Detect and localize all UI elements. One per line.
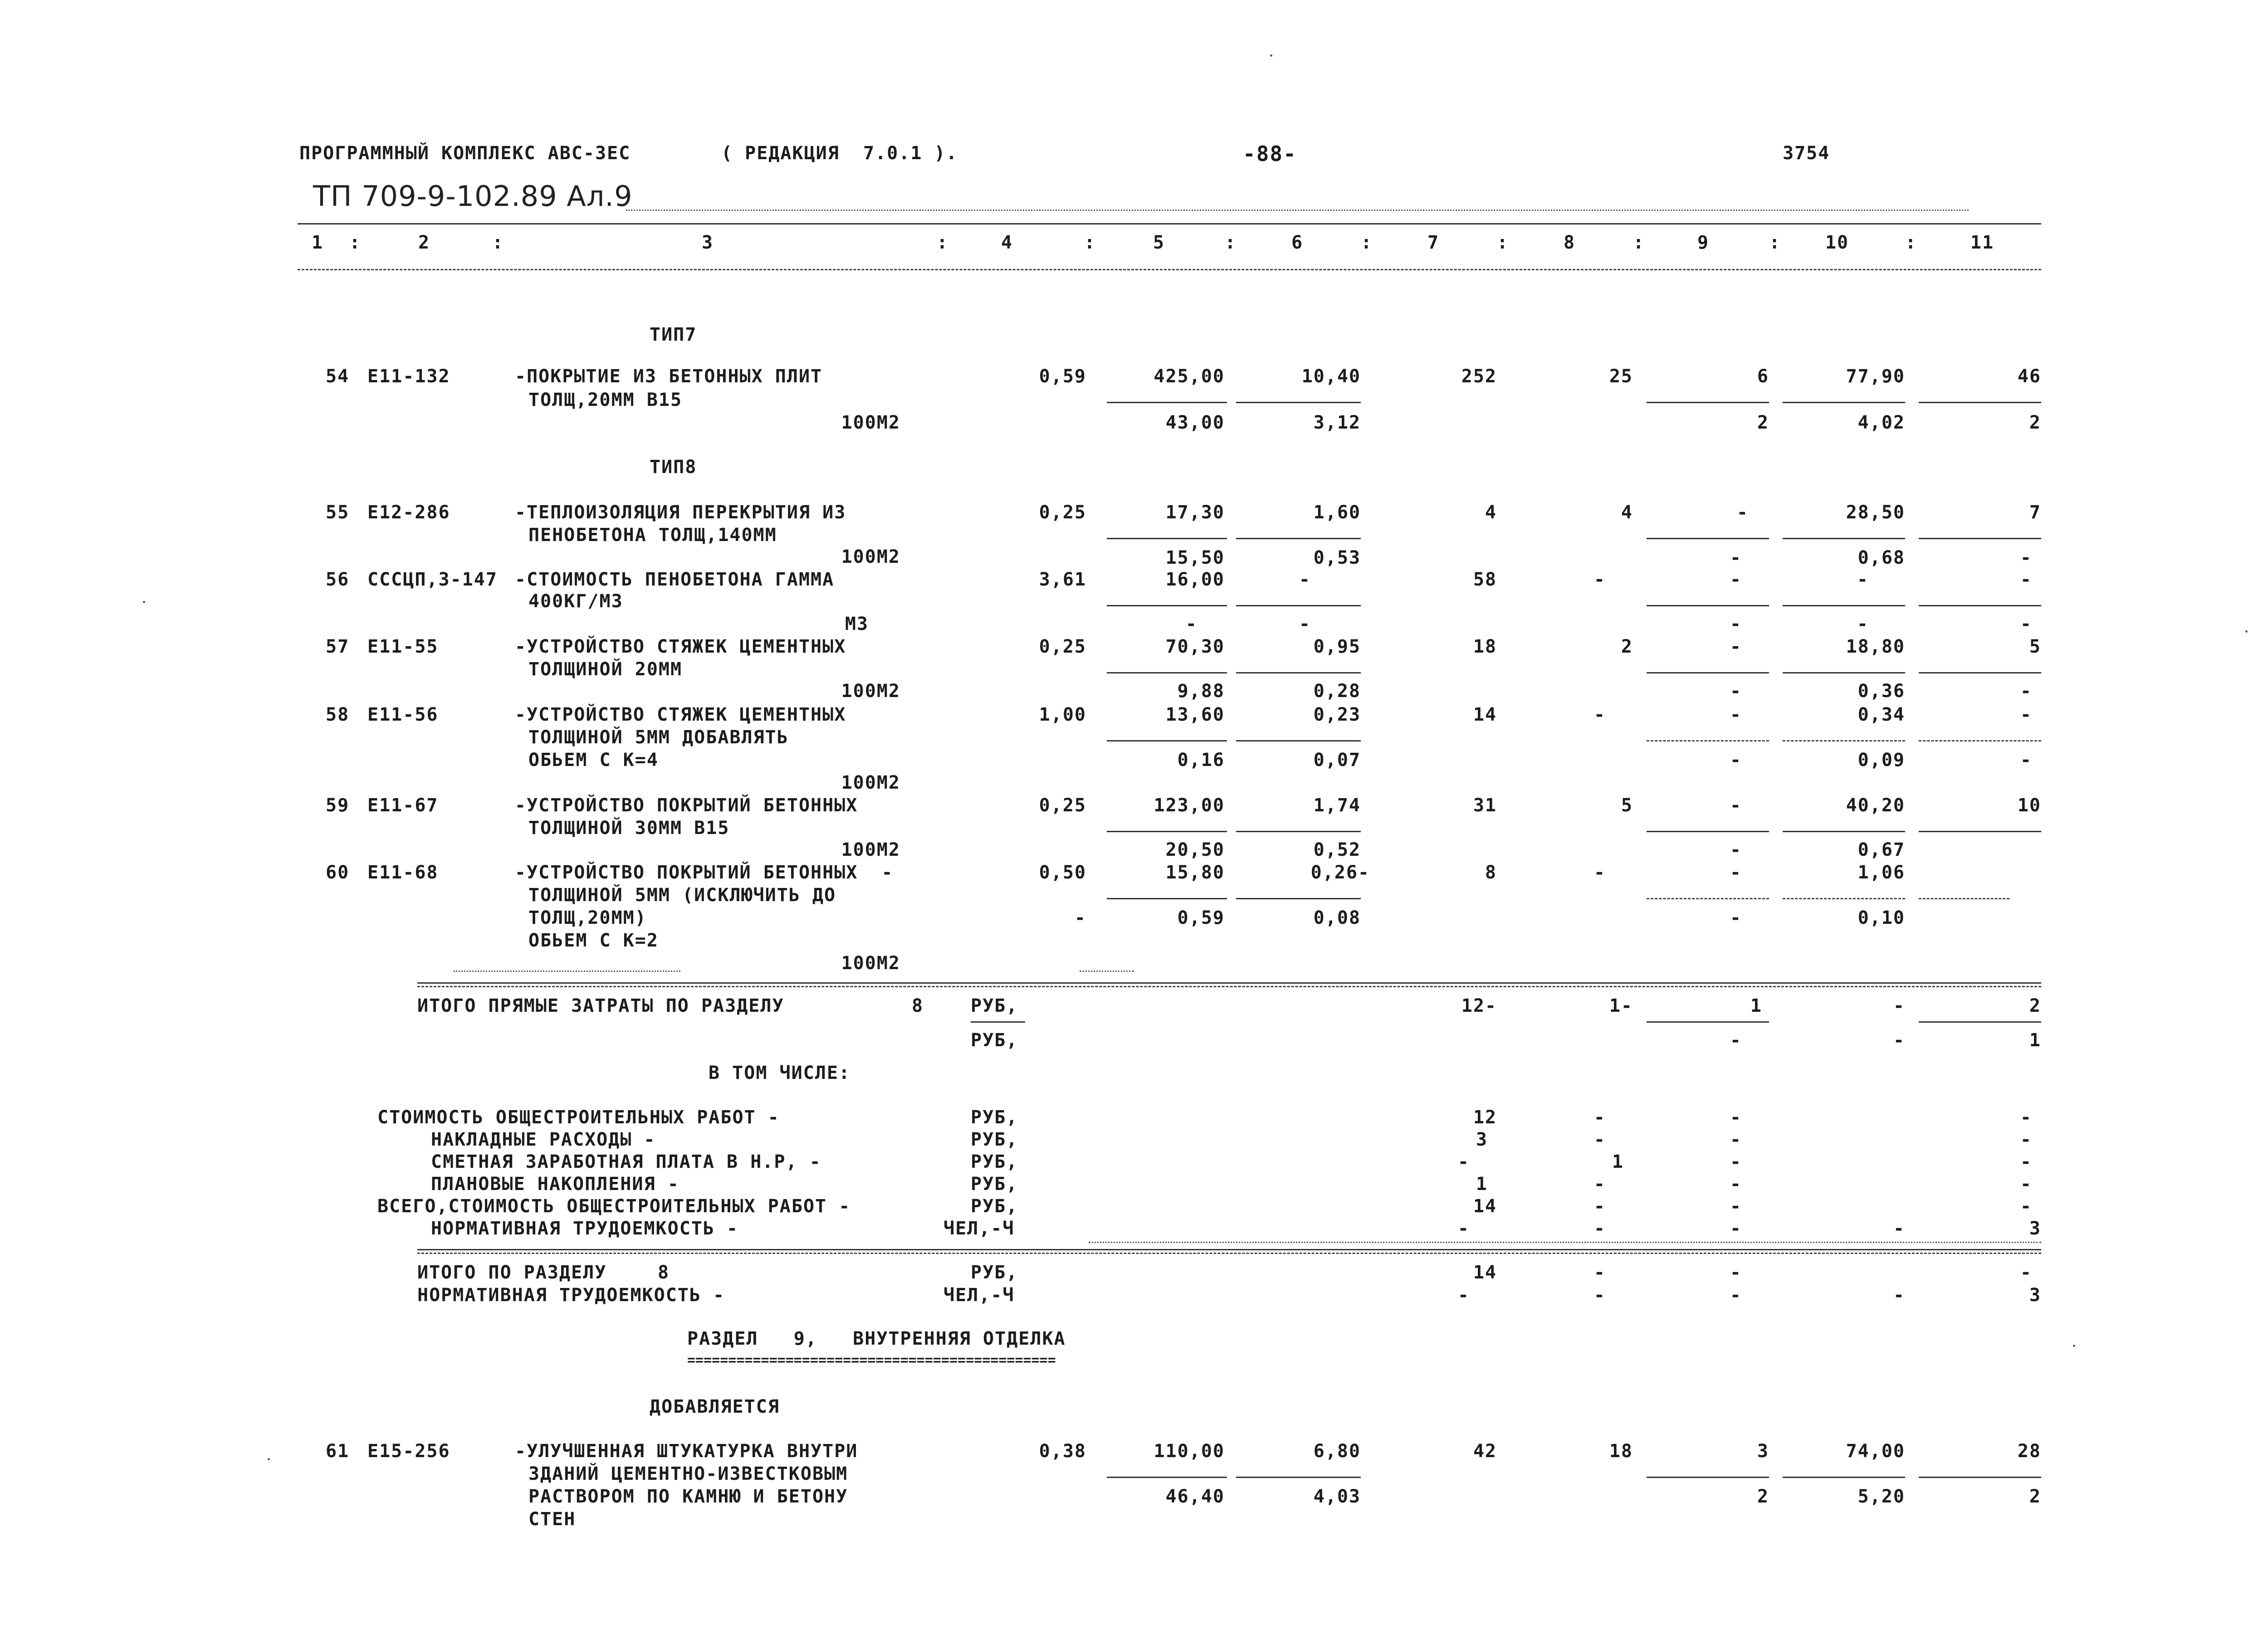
scan-speck	[143, 601, 145, 603]
row-code: СССЦП,3-147	[367, 569, 498, 590]
cell-rule	[1647, 831, 1769, 832]
document-number: 3754	[1783, 143, 1830, 164]
cell-c9: -	[1730, 704, 1742, 725]
section-total-c9: -	[1730, 1262, 1742, 1283]
cell-c4-b: -	[1074, 907, 1086, 928]
breakdown-label: НАКЛАДНЫЕ РАСХОДЫ -	[431, 1129, 656, 1150]
cell-c4: 1,00	[1039, 704, 1086, 725]
cell-c10-b: 0,36	[1857, 681, 1905, 702]
cell-rule	[1919, 1477, 2041, 1478]
row-code: Е11-68	[367, 862, 439, 883]
cell-c8: -	[1593, 569, 1606, 590]
cell-c8: 4	[1621, 502, 1633, 523]
cell-c11: 10	[2017, 795, 2041, 816]
col-sep: :	[349, 232, 362, 253]
scan-speck	[2245, 630, 2248, 633]
breakdown-unit: ЧЕЛ,-Ч	[943, 1218, 1015, 1239]
cell-c6-b: -	[1299, 614, 1311, 634]
cell-c5: 16,00	[1165, 569, 1225, 590]
cell-rule	[1647, 740, 1769, 741]
breakdown-label: ВСЕГО,СТОИМОСТЬ ОБЩЕСТРОИТЕЛЬНЫХ РАБОТ -	[377, 1196, 851, 1217]
cell-c5: 15,80	[1165, 862, 1225, 883]
row-desc: ТОЛЩИНОЙ 20ММ	[528, 659, 683, 680]
breakdown-unit: РУБ,	[971, 1174, 1018, 1195]
breakdown-c11: -	[2020, 1129, 2032, 1150]
cell-c8: -	[1593, 704, 1606, 725]
breakdown-c8: -	[1593, 1196, 1606, 1217]
cell-rule	[1107, 740, 1227, 741]
cell-c11: 46	[2017, 366, 2041, 387]
col-4: 4	[1001, 232, 1013, 253]
row-desc: ТОЛЩ,20ММ В15	[528, 390, 683, 410]
cell-c6-b: 0,28	[1313, 681, 1361, 702]
cell-rule	[1783, 740, 1905, 741]
cell-c11: 28	[2017, 1441, 2041, 1462]
section-heading: ТИП8	[650, 457, 697, 478]
row-desc: -УСТРОЙСТВО ПОКРЫТИЙ БЕТОННЫХ -	[515, 862, 894, 883]
breakdown-c7: 14	[1473, 1196, 1497, 1217]
cell-c6: 10,40	[1301, 366, 1361, 387]
cell-c10-b: 0,09	[1857, 750, 1905, 771]
cell-c9: 3	[1757, 1441, 1769, 1462]
cell-c11-b: 2	[2029, 412, 2041, 433]
breakdown-c7: 12	[1473, 1107, 1497, 1128]
scan-speck	[2073, 1345, 2075, 1347]
cell-c11: 5	[2029, 636, 2041, 657]
cell-c4: 0,25	[1039, 795, 1086, 816]
cell-c11: -	[2020, 569, 2032, 590]
scan-speck	[1270, 54, 1272, 57]
cell-c5-b: -	[1185, 614, 1198, 634]
breakdown-c11: -	[2020, 1151, 2032, 1172]
section-total-rule	[417, 1249, 2041, 1250]
cell-c9: -	[1730, 569, 1742, 590]
direct-costs-unit: РУБ,	[971, 995, 1018, 1016]
labor-c8: -	[1593, 1285, 1606, 1306]
col-sep: :	[1361, 232, 1373, 253]
row-unit: 100М2	[841, 839, 900, 860]
cell-c9-b: -	[1730, 839, 1742, 860]
cell-c6-b: 3,12	[1313, 412, 1361, 433]
cell-c8: 5	[1621, 795, 1633, 816]
section-total-unit: РУБ,	[971, 1262, 1018, 1283]
row-desc: -ТЕПЛОИЗОЛЯЦИЯ ПЕРЕКРЫТИЯ ИЗ	[515, 502, 846, 523]
row-desc: ТОЛЩИНОЙ 5ММ (ИСКЛЮЧИТЬ ДО	[528, 885, 836, 906]
cell-c7: 252	[1461, 366, 1497, 387]
cell-c10: 40,20	[1846, 795, 1905, 816]
row-code: Е15-256	[367, 1441, 450, 1462]
breakdown-unit: РУБ,	[971, 1107, 1018, 1128]
cell-rule	[1647, 402, 1769, 403]
col-sep: :	[1769, 232, 1781, 253]
cell-c10: 74,00	[1846, 1441, 1905, 1462]
row-number: 55	[326, 502, 350, 523]
breakdown-c11: -	[2020, 1174, 2032, 1195]
col-sep: :	[1633, 232, 1645, 253]
cell-c8: 2	[1621, 636, 1633, 657]
totals-top-rule	[417, 982, 2041, 984]
cell-c9-b: -	[1730, 681, 1742, 702]
cell-rule	[1107, 672, 1227, 673]
row-code: Е11-132	[367, 366, 450, 387]
cell-rule	[1236, 831, 1361, 832]
cell-c5-b: 9,88	[1177, 681, 1225, 702]
cell-rule	[1647, 1477, 1769, 1478]
cell-c10: 28,50	[1846, 502, 1905, 523]
cell-c8: 18	[1609, 1441, 1633, 1462]
cell-c4: 0,38	[1039, 1441, 1086, 1462]
row-code: Е12-286	[367, 502, 450, 523]
cell-rule	[1783, 538, 1905, 539]
cell-c6-b: 4,03	[1313, 1486, 1361, 1507]
edition-label: ( РЕДАКЦИЯ 7.0.1 ).	[721, 143, 958, 164]
cell-rule	[1107, 898, 1227, 899]
program-title: ПРОГРАММНЫЙ КОМПЛЕКС АВС-3ЕС	[299, 143, 631, 164]
cell-c9-b: -	[1730, 750, 1742, 771]
col-2: 2	[418, 232, 430, 253]
breakdown-c9: -	[1730, 1196, 1742, 1217]
col-sep: :	[937, 232, 949, 253]
cell-c6-b: 0,53	[1313, 547, 1361, 568]
row-code: Е11-67	[367, 795, 439, 816]
cell-c6: 0,23	[1313, 704, 1361, 725]
section-total-c11: -	[2020, 1262, 2032, 1283]
cell-c9-b: 2	[1757, 412, 1769, 433]
breakdown-c11: -	[2020, 1107, 2032, 1128]
cell-c6: -	[1299, 569, 1311, 590]
cell-rule	[1783, 672, 1905, 673]
breakdown-c8: -	[1593, 1107, 1606, 1128]
breakdown-label: СТОИМОСТЬ ОБЩЕСТРОИТЕЛЬНЫХ РАБОТ -	[377, 1107, 780, 1128]
header-dotted-line	[626, 210, 1969, 211]
cell-rule	[1919, 402, 2041, 403]
cell-c5: 17,30	[1165, 502, 1225, 523]
direct2-c11: 1	[2029, 1030, 2041, 1051]
breakdown-c11: 3	[2029, 1218, 2041, 1239]
cell-c5: 425,00	[1154, 366, 1225, 387]
cell-c7: 4	[1485, 502, 1497, 523]
cell-c5-b: 43,00	[1165, 412, 1225, 433]
cell-rule	[1783, 1477, 1905, 1478]
breakdown-label: СМЕТНАЯ ЗАРАБОТНАЯ ПЛАТА В Н.Р, -	[431, 1151, 821, 1172]
row-desc: -УСТРОЙСТВО ПОКРЫТИЙ БЕТОННЫХ	[515, 795, 858, 816]
cell-c11-b: -	[2020, 547, 2032, 568]
cell-rule	[1236, 538, 1361, 539]
cell-rule	[1647, 672, 1769, 673]
col-7: 7	[1427, 232, 1440, 253]
row-number: 61	[326, 1441, 350, 1462]
col-sep: :	[492, 232, 504, 253]
cell-rule	[1647, 538, 1769, 539]
col-10: 10	[1825, 232, 1849, 253]
cell-c11-b: -	[2020, 681, 2032, 702]
cell-rule	[1919, 898, 2009, 899]
row-number: 59	[326, 795, 350, 816]
section-total-num: 8	[658, 1262, 670, 1283]
cell-c11-b: 2	[2029, 1486, 2041, 1507]
breakdown-c9: -	[1730, 1129, 1742, 1150]
cell-rule	[1919, 831, 2041, 832]
cell-c4: 3,61	[1039, 569, 1086, 590]
col-5: 5	[1153, 232, 1165, 253]
cell-c10: 0,34	[1857, 704, 1905, 725]
cell-c5-b: 0,16	[1177, 750, 1225, 771]
cell-c6-b: 0,07	[1313, 750, 1361, 771]
breakdown-c7: 1	[1476, 1174, 1488, 1195]
cell-c6-b: 0,08	[1313, 907, 1361, 928]
row-desc: ОБЬЕМ С К=4	[528, 750, 659, 771]
cell-c10: 77,90	[1846, 366, 1905, 387]
including-heading: В ТОМ ЧИСЛЕ:	[709, 1063, 850, 1083]
cell-c5: 110,00	[1154, 1441, 1225, 1462]
breakdown-c8: -	[1593, 1129, 1606, 1150]
direct-c8: 1-	[1609, 995, 1633, 1016]
cell-rule	[1647, 605, 1769, 606]
direct2-c9: -	[1730, 1030, 1742, 1051]
breakdown-c11: -	[2020, 1196, 2032, 1217]
cell-rule	[1236, 605, 1361, 606]
direct-costs-unit-2: РУБ,	[971, 1030, 1018, 1051]
cell-rule	[1236, 672, 1361, 673]
cell-rule	[1107, 538, 1227, 539]
row-desc: 400КГ/М3	[528, 591, 623, 612]
row-number: 58	[326, 704, 350, 725]
row-unit: 100М2	[841, 681, 900, 702]
labor-c7: -	[1457, 1285, 1470, 1306]
cell-c5-b: 15,50	[1165, 547, 1225, 568]
breakdown-unit: РУБ,	[971, 1129, 1018, 1150]
breakdown-c9: -	[1730, 1107, 1742, 1128]
cell-rule	[1783, 831, 1905, 832]
section-heading: ТИП7	[650, 324, 697, 345]
cell-c9-b: -	[1730, 547, 1742, 568]
row-desc: ТОЛЩИНОЙ 5ММ ДОБАВЛЯТЬ	[528, 727, 789, 748]
section-total-label: ИТОГО ПО РАЗДЕЛУ	[417, 1262, 607, 1283]
row-unit: М3	[845, 614, 869, 634]
cell-c5-b: 0,59	[1177, 907, 1225, 928]
cell-rule	[1783, 605, 1905, 606]
col-sep: :	[1497, 232, 1509, 253]
direct-costs-label: ИТОГО ПРЯМЫЕ ЗАТРАТЫ ПО РАЗДЕЛУ	[417, 995, 784, 1016]
col-sep: :	[1905, 232, 1917, 253]
page-number: -88-	[1243, 141, 1297, 166]
project-code: ТП 709-9-102.89 Ал.9	[313, 180, 633, 213]
cell-c9: -	[1736, 502, 1749, 523]
col-11: 11	[1970, 232, 1994, 253]
cell-c7: 42	[1473, 1441, 1497, 1462]
col-6: 6	[1291, 232, 1304, 253]
cell-c10-b: 0,10	[1857, 907, 1905, 928]
breakdown-label: НОРМАТИВНАЯ ТРУДОЕМКОСТЬ -	[431, 1218, 739, 1239]
cell-c9-b: 2	[1757, 1486, 1769, 1507]
cell-c11-b: -	[2020, 750, 2032, 771]
cell-c9: -	[1730, 795, 1742, 816]
row-desc: -УСТРОЙСТВО СТЯЖЕК ЦЕМЕНТНЫХ	[515, 636, 846, 657]
col-sep: :	[1225, 232, 1237, 253]
row-desc: СТЕН	[528, 1509, 576, 1530]
breakdown-c10: -	[1893, 1218, 1905, 1239]
cell-c6: 1,60	[1313, 502, 1361, 523]
cell-c9-b: -	[1730, 907, 1742, 928]
direct-c10: -	[1893, 995, 1905, 1016]
direct2-c10: -	[1893, 1030, 1905, 1051]
cell-rule	[1919, 605, 2041, 606]
cell-c7: 31	[1473, 795, 1497, 816]
cell-c8: 25	[1609, 366, 1633, 387]
row-desc: ТОЛЩ,20ММ)	[528, 907, 647, 928]
cell-rule	[1919, 538, 2041, 539]
cell-c4: 0,59	[1039, 366, 1086, 387]
section-total-c7: 14	[1473, 1262, 1497, 1283]
totals-top-rule-2	[417, 986, 2041, 987]
scan-speck	[268, 1458, 270, 1460]
cell-rule	[1236, 740, 1361, 741]
row-desc: ЗДАНИЙ ЦЕМЕНТНО-ИЗВЕСТКОВЫМ	[528, 1463, 848, 1484]
cell-c10-b: 0,67	[1857, 839, 1905, 860]
cell-c5: 123,00	[1154, 795, 1225, 816]
cell-c7: 58	[1473, 569, 1497, 590]
breakdown-c9: -	[1730, 1151, 1742, 1172]
col-3: 3	[701, 232, 714, 253]
cell-rule	[1647, 1021, 1769, 1023]
direct-c9: 1	[1750, 995, 1762, 1016]
cell-c6-b: 0,52	[1313, 839, 1361, 860]
cell-c6: 6,80	[1313, 1441, 1361, 1462]
cell-c9: 6	[1757, 366, 1769, 387]
header-bottom-rule	[298, 269, 2041, 270]
cell-c6: 1,74	[1313, 795, 1361, 816]
breakdown-c9: -	[1730, 1218, 1742, 1239]
cell-rule	[1107, 831, 1227, 832]
cell-c4: 0,50	[1039, 862, 1086, 883]
col-8: 8	[1563, 232, 1576, 253]
row-desc: ПЕНОБЕТОНА ТОЛЩ,140ММ	[528, 525, 777, 546]
cell-rule	[1107, 402, 1227, 403]
row-code: Е11-55	[367, 636, 439, 657]
cell-c9: -	[1730, 636, 1742, 657]
cell-c11: 7	[2029, 502, 2041, 523]
cell-rule	[1236, 898, 1361, 899]
direct-costs-section: 8	[912, 995, 924, 1016]
breakdown-c7: -	[1457, 1218, 1470, 1239]
cell-rule	[1647, 898, 1769, 899]
breakdown-c8: -	[1593, 1174, 1606, 1195]
cell-c7: 18	[1473, 636, 1497, 657]
row-desc: -УСТРОЙСТВО СТЯЖЕК ЦЕМЕНТНЫХ	[515, 704, 846, 725]
dotted-rule	[1089, 1242, 2041, 1243]
row-unit: 100М2	[841, 546, 900, 567]
cell-rule	[1107, 1477, 1227, 1478]
row-number: 54	[326, 366, 350, 387]
cell-c4: 0,25	[1039, 636, 1086, 657]
cell-rule	[1236, 402, 1361, 403]
cell-rule	[1107, 605, 1227, 606]
cell-c4: 0,25	[1039, 502, 1086, 523]
dotted-rule	[1080, 971, 1134, 972]
breakdown-c8: -	[1593, 1218, 1606, 1239]
cell-c11: -	[2020, 704, 2032, 725]
cell-c10-b: 4,02	[1857, 412, 1905, 433]
cell-c11-b: -	[2020, 614, 2032, 634]
breakdown-c8: 1	[1612, 1151, 1624, 1172]
col-sep: :	[1084, 232, 1096, 253]
breakdown-c7: -	[1457, 1151, 1470, 1172]
row-unit: 100М2	[841, 953, 900, 974]
breakdown-c7: 3	[1476, 1129, 1488, 1150]
header-top-rule	[298, 223, 2041, 224]
labor-c11: 3	[2029, 1285, 2041, 1306]
col-9: 9	[1697, 232, 1710, 253]
dotted-rule	[454, 971, 680, 972]
cell-c5: 13,60	[1165, 704, 1225, 725]
cell-c5: 70,30	[1165, 636, 1225, 657]
row-desc: ОБЬЕМ С К=2	[528, 930, 659, 951]
cell-c10-b: -	[1857, 614, 1869, 634]
cell-c10-b: 5,20	[1857, 1486, 1905, 1507]
cell-rule	[1919, 1021, 2041, 1023]
direct-c7: 12-	[1461, 995, 1497, 1016]
section-total-rule-2	[417, 1253, 2041, 1254]
row-code: Е11-56	[367, 704, 439, 725]
row-number: 57	[326, 636, 350, 657]
labor-label: НОРМАТИВНАЯ ТРУДОЕМКОСТЬ -	[417, 1285, 725, 1306]
cell-c6: 0,26-	[1310, 862, 1370, 883]
cell-c7: 14	[1473, 704, 1497, 725]
cell-c10-b: 0,68	[1857, 547, 1905, 568]
added-heading: ДОБАВЛЯЕТСЯ	[650, 1396, 780, 1417]
col-1: 1	[311, 232, 324, 253]
cell-c9: -	[1730, 862, 1742, 883]
direct-c11: 2	[2029, 995, 2041, 1016]
cell-c8: -	[1593, 862, 1606, 883]
cell-c7: 8	[1485, 862, 1497, 883]
cell-rule	[1919, 672, 2041, 673]
labor-c9: -	[1730, 1285, 1742, 1306]
row-number: 60	[326, 862, 350, 883]
cell-rule	[1783, 402, 1905, 403]
row-unit: 100М2	[841, 772, 900, 793]
cell-c9-b: -	[1730, 614, 1742, 634]
row-number: 56	[326, 569, 350, 590]
cell-rule	[1783, 898, 1905, 899]
section-9-title: РАЗДЕЛ 9, ВНУТРЕННЯЯ ОТДЕЛКА	[687, 1328, 1066, 1349]
section-9-underline: =============================================	[687, 1352, 1056, 1368]
cell-c10: 18,80	[1846, 636, 1905, 657]
cell-c5-b: 46,40	[1165, 1486, 1225, 1507]
cell-rule	[1236, 1477, 1361, 1478]
section-total-c8: -	[1593, 1262, 1606, 1283]
row-desc: ТОЛЩИНОЙ 30ММ В15	[528, 818, 730, 839]
row-desc: РАСТВОРОМ ПО КАМНЮ И БЕТОНУ	[528, 1486, 848, 1507]
cell-c6: 0,95	[1313, 636, 1361, 657]
row-desc: -СТОИМОСТЬ ПЕНОБЕТОНА ГАММА	[515, 569, 835, 590]
cell-rule	[1919, 740, 2041, 741]
row-desc: -УЛУЧШЕННАЯ ШТУКАТУРКА ВНУТРИ	[515, 1441, 858, 1462]
cell-rule	[971, 1021, 1025, 1023]
breakdown-c9: -	[1730, 1174, 1742, 1195]
cell-c5-b: 20,50	[1165, 839, 1225, 860]
row-unit: 100М2	[841, 412, 900, 433]
cell-c10: -	[1857, 569, 1869, 590]
row-desc: -ПОКРЫТИЕ ИЗ БЕТОННЫХ ПЛИТ	[515, 366, 823, 387]
breakdown-label: ПЛАНОВЫЕ НАКОПЛЕНИЯ -	[431, 1174, 679, 1195]
breakdown-unit: РУБ,	[971, 1151, 1018, 1172]
labor-unit: ЧЕЛ,-Ч	[943, 1285, 1015, 1306]
labor-c10: -	[1893, 1285, 1905, 1306]
cell-c10: 1,06	[1857, 862, 1905, 883]
breakdown-unit: РУБ,	[971, 1196, 1018, 1217]
